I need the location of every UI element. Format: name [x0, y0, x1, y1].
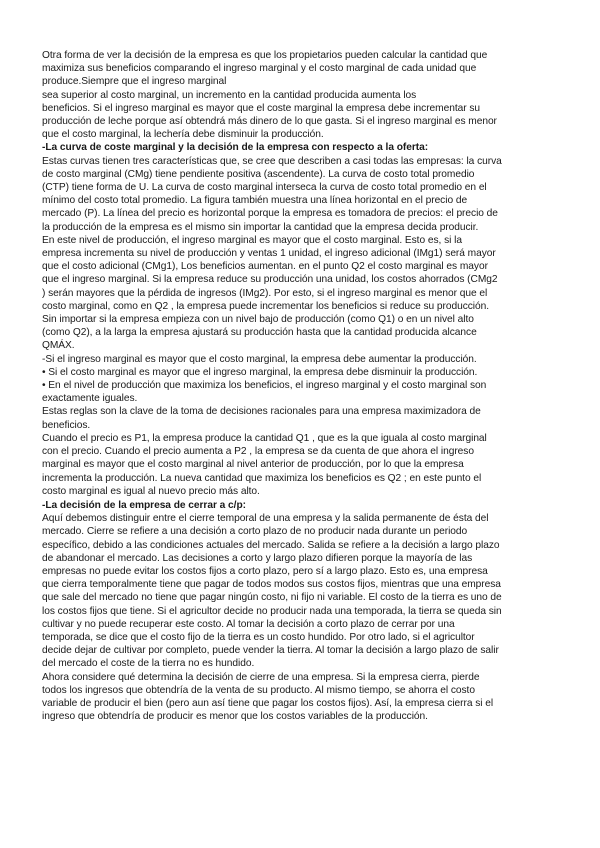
text-line: que sale del mercado no tiene que pagar ningún costo, ni fijo ni variable. El costo de la tierra es uno de: [42, 592, 502, 604]
text-line: cultivar y no puede recuperar este costo. Al tomar la decisión a corto plazo de cerrar por una: [42, 618, 455, 630]
paragraph-marginal-cost-supply: [42, 155, 560, 498]
text-line: mercado (P). La línea del precio es horizontal porque la empresa es tomadora de precios: el precio de: [42, 208, 498, 220]
text-line: • Si el costo marginal es mayor que el ingreso marginal, la empresa debe disminuir la producción.: [42, 366, 478, 378]
text-line: Otra forma de ver la decisión de la empresa es que los propietarios pueden calcular la cantidad que: [42, 50, 488, 61]
text-line: produce.Siempre que el ingreso marginal: [42, 76, 227, 88]
text-line: del mercado el coste de la tierra no es hundido.: [42, 658, 255, 670]
text-line: Estas reglas son la clave de la toma de decisiones racionales para una empresa maximizadora de: [42, 406, 481, 418]
text-line: En este nivel de producción, el ingreso marginal es mayor que el costo marginal. Esto es, si la: [42, 234, 462, 246]
text-line: costo marginal, como en Q2 , la empresa puede incrementar los beneficios si reduce su producción.: [42, 300, 490, 312]
text-line: decide dejar de cultivar por completo, puede vender la tierra. Al tomar la decisión a largo plazo de salir: [42, 645, 499, 657]
text-line: Estas curvas tienen tres características que, se cree que describen a casi todas las empresas: la curva: [42, 155, 502, 167]
text-line: sea superior al costo marginal, un incremento en la cantidad producida aumenta los: [42, 89, 417, 101]
section-heading-marginal-cost-curve: -La curva de coste marginal y la decisión de la empresa con respecto a la oferta:: [42, 142, 429, 154]
text-line: ingreso que obtendría de producir es menor que los costos variables de la producción.: [42, 711, 428, 723]
text-line: variable de producir el bien (pero aun así tiene que pagar los costos fijos). Así, la empresa cierra si el: [42, 697, 494, 709]
text-line: que el ingreso marginal. Si la empresa reduce su producción una unidad, los costos ahorrados (CMg2: [42, 274, 498, 286]
text-line: (CTP) tiene forma de U. La curva de costo marginal interseca la curva de costo total promedio en el: [42, 182, 487, 194]
text-line: QMÁX.: [42, 340, 75, 352]
text-line: beneficios.: [42, 419, 91, 431]
paragraph-shutdown: [42, 512, 560, 723]
text-line: beneficios. Si el ingreso marginal es mayor que el coste marginal la empresa debe incrementar su: [42, 102, 481, 114]
text-line: costo marginal es igual al nuevo precio más alto.: [42, 485, 260, 497]
text-line: mínimo del costo total promedio. La figura también muestra una línea horizontal en el precio de: [42, 195, 468, 207]
text-line: (como Q2), a la larga la empresa ajustará su producción hasta que la cantidad producida alcance: [42, 327, 477, 339]
text-line: que el costo adicional (CMg1), Los beneficios aumentan. en el punto Q2 el costo marginal es mayor: [42, 261, 488, 273]
text-line: empresa incrementa su nivel de producción y ventas 1 unidad, el ingreso adicional (IMg1) será mayor: [42, 248, 496, 260]
text-line: temporada, se dice que el costo fijo de la tierra es un costo hundido. Por otro lado, si el agricultor: [42, 631, 475, 643]
text-line: que el costo marginal, la lechería debe disminuir la producción.: [42, 129, 324, 141]
text-line: con el precio. Cuando el precio aumenta a P2 , la empresa se da cuenta de que ahora el ingreso: [42, 446, 474, 458]
section-heading-shutdown-decision: -La decisión de la empresa de cerrar a c/p:: [42, 499, 246, 511]
text-line: producción de leche porque así obtendrá más dinero de lo que gasta. Si el ingreso marginal es menor: [42, 116, 497, 128]
text-line: todos los ingresos que obtendría de la venta de su producto. Al mismo tiempo, se ahorra el costo: [42, 684, 475, 696]
text-line: de costo marginal (CMg) tiene pendiente positiva (ascendente). La curva de costo total promedio: [42, 168, 475, 180]
text-line: Sin importar si la empresa empieza con un nivel bajo de producción (como Q1) o en un nivel alto: [42, 314, 474, 326]
text-line: exactamente iguales.: [42, 393, 138, 405]
text-line: la producción de la empresa es el mismo sin importar la cantidad que la empresa decida producir.: [42, 221, 479, 233]
text-line: Aquí debemos distinguir entre el cierre temporal de una empresa y la salida permanente de ésta del: [42, 513, 489, 525]
text-line: maximiza sus beneficios comparando el ingreso marginal y el costo marginal de cada unidad que: [42, 63, 477, 75]
text-line: ) serán mayores que la pérdida de ingresos (IMg2). Por esto, si el ingreso marginal es menor que el: [42, 287, 488, 299]
text-line: • En el nivel de producción que maximiza los beneficios, el ingreso marginal y el costo marginal son: [42, 380, 487, 392]
text-line: los costos fijos que tiene. Si el agricultor decide no producir nada una temporada, la tierra se queda sin: [42, 605, 502, 617]
text-line: específico, debido a las condiciones actuales del mercado. Salida se refiere a la decisión a largo plazo: [42, 539, 500, 551]
text-line: empresas no puede evitar los costos fijos a corto plazo, pero sí a largo plazo. Esto es, una empresa: [42, 565, 488, 577]
text-line: marginal es mayor que el costo marginal al nivel anterior de producción, por lo que la empresa: [42, 459, 464, 471]
text-line: que cierra temporalmente tiene que pagar de todos modos sus costos fijos, mientras que una empresa: [42, 579, 501, 591]
text-line: mercado. Cierre se refiere a una decisión a corto plazo de no producir nada durante un periodo: [42, 526, 468, 538]
text-line: -Si el ingreso marginal es mayor que el costo marginal, la empresa debe aumentar la producción.: [42, 353, 477, 365]
text-line: incrementa la producción. La nueva cantidad que maximiza los beneficios es Q2 ; en este punto el: [42, 472, 482, 484]
text-line: Cuando el precio es P1, la empresa produce la cantidad Q1 , que es la que iguala al costo marginal: [42, 432, 487, 444]
text-line: Ahora considere qué determina la decisión de cierre de una empresa. Si la empresa cierra, pierde: [42, 671, 480, 683]
text-line: de abandonar el mercado. Las decisiones a corto y largo plazo difieren porque la mayoría de las: [42, 552, 473, 564]
paragraph-intro: [42, 49, 560, 141]
